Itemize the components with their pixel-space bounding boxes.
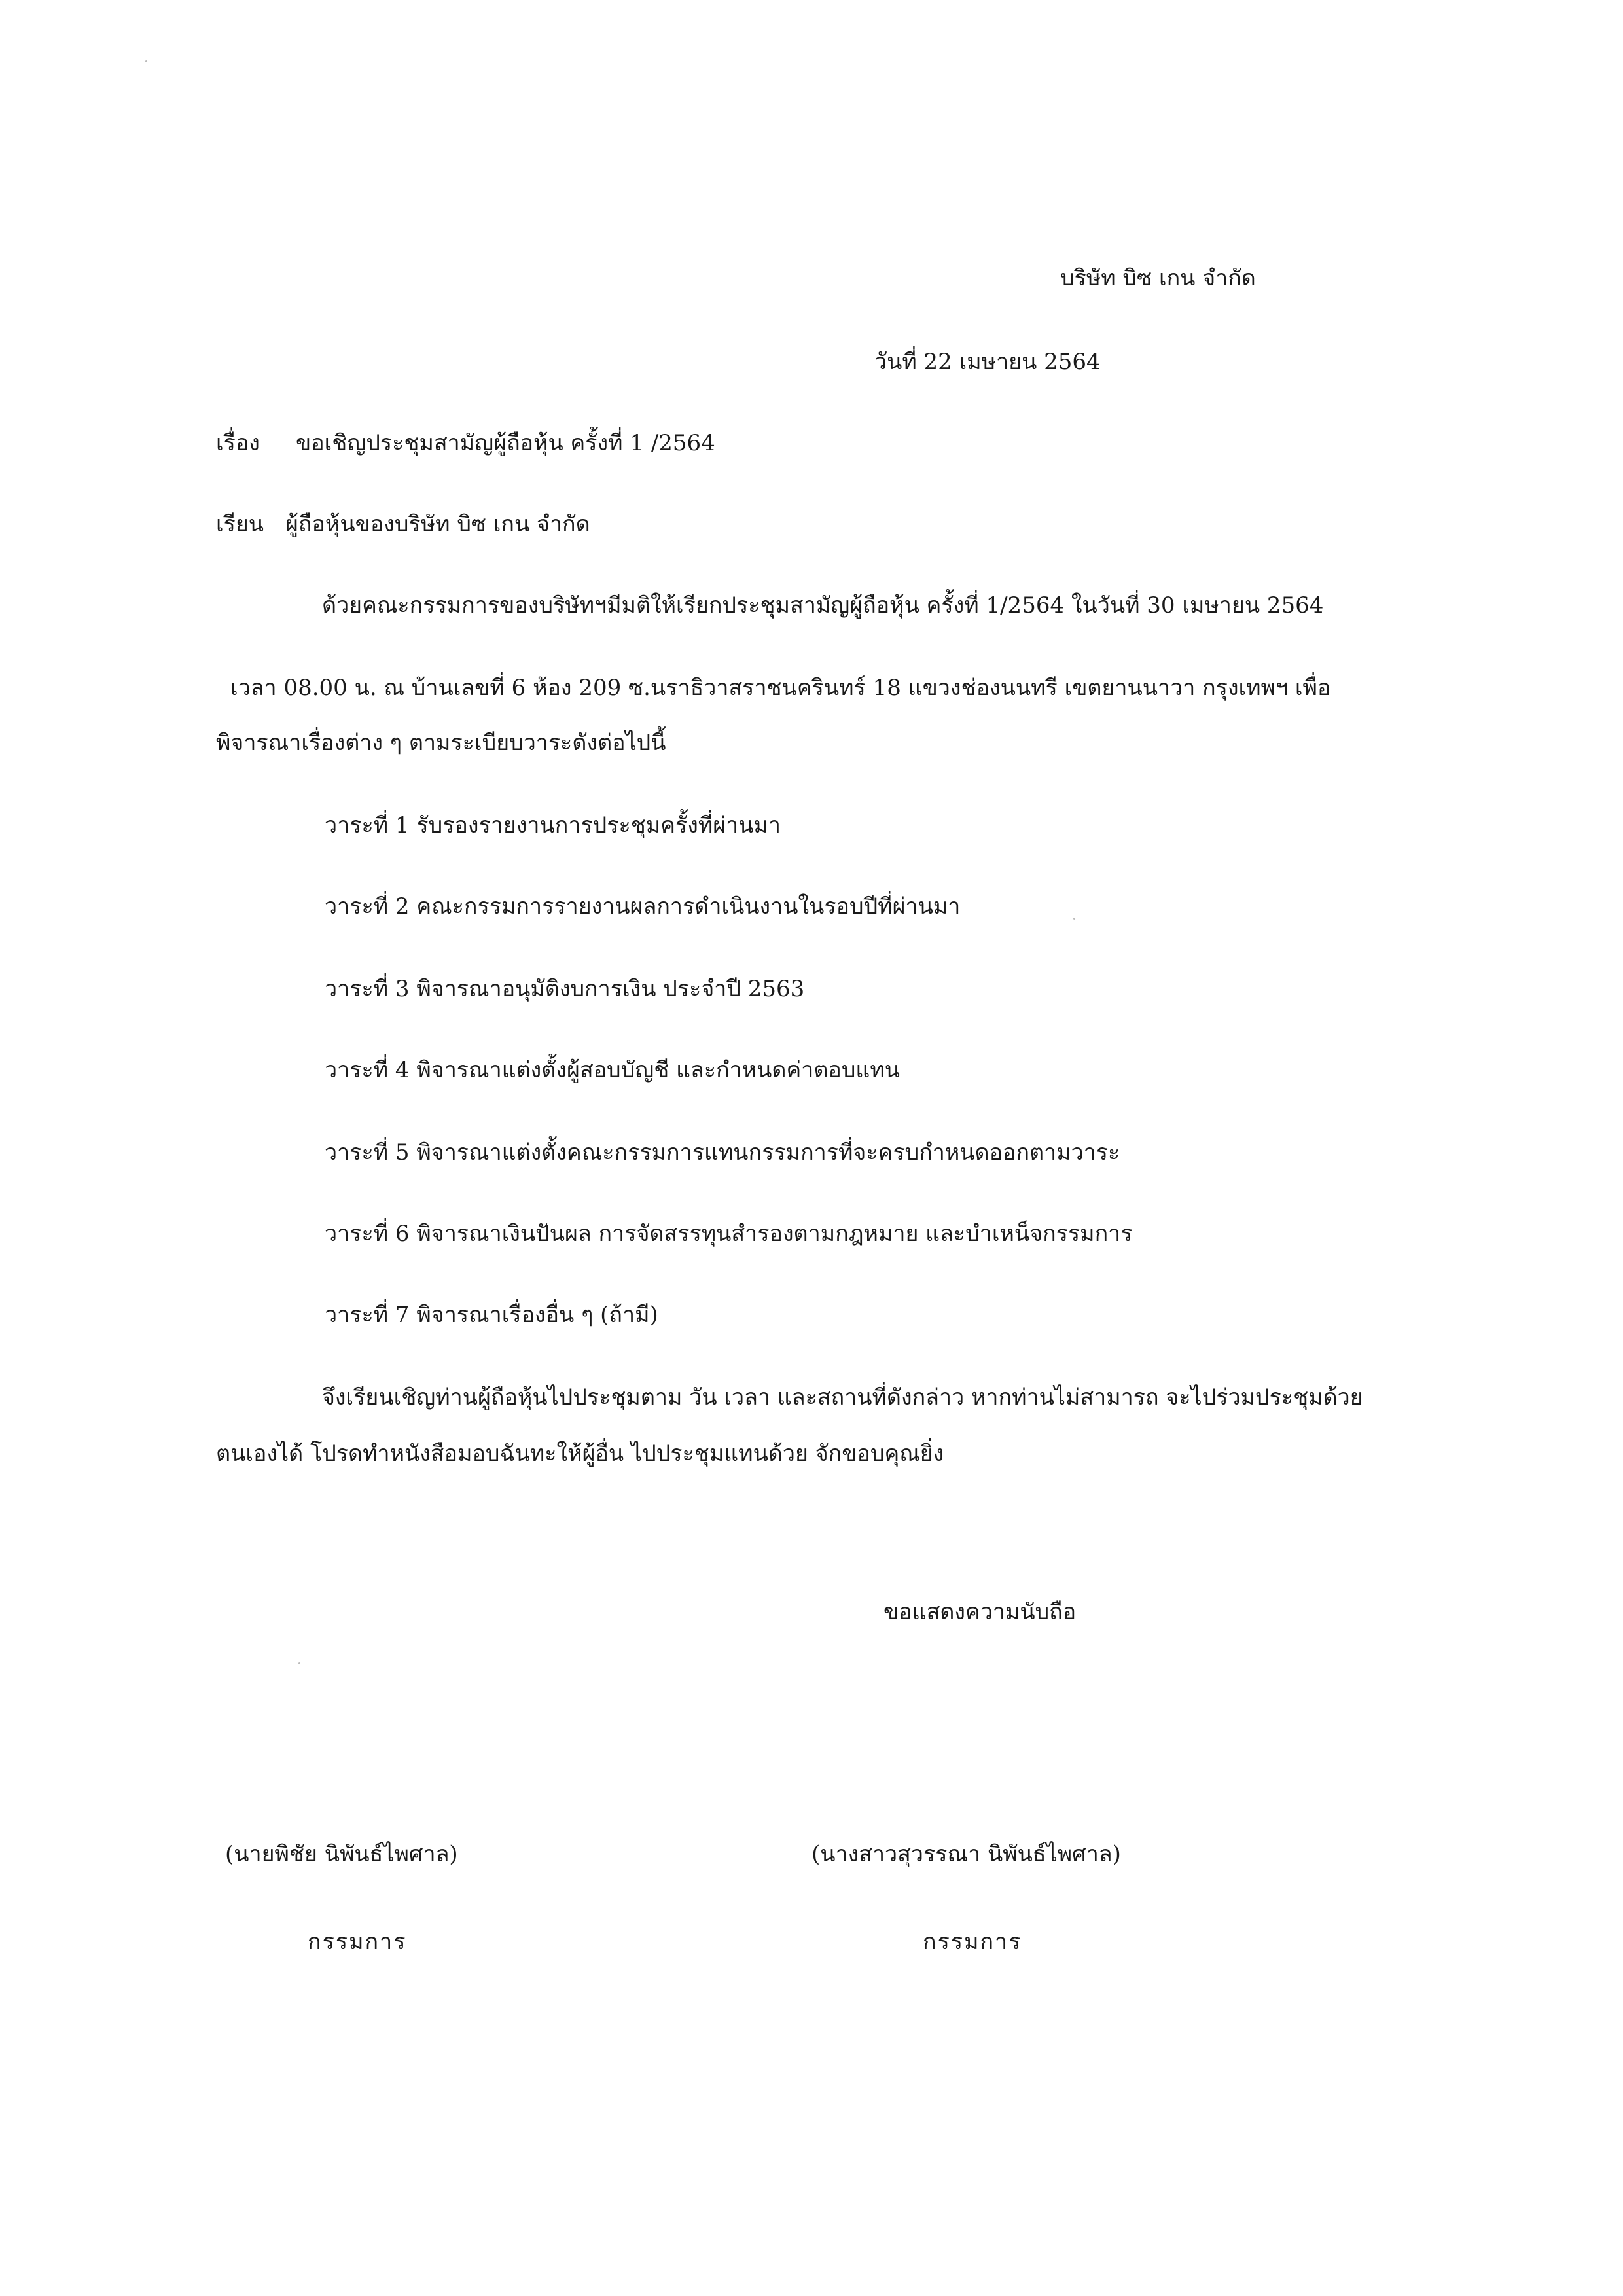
scan-speck [1073,918,1075,920]
agenda-item: วาระที่ 4 พิจารณาแต่งตั้งผู้สอบบัญชี และกำหนดค่าตอบแทน [325,1057,900,1083]
scan-speck [145,60,147,62]
agenda-item: วาระที่ 7 พิจารณาเรื่องอื่น ๆ (ถ้ามี) [325,1302,658,1328]
closing-paragraph-line: ตนเองได้ โปรดทำหนังสือมอบฉันทะให้ผู้อื่น ไปประชุมแทนด้วย จักขอบคุณยิ่ง [216,1441,944,1467]
body-paragraph-line: ด้วยคณะกรรมการของบริษัทฯมีมติให้เรียกประชุมสามัญผู้ถือหุ้น ครั้งที่ 1/2564 ในวันที่ 30 เมษายน 2564 [322,592,1324,619]
agenda-item: วาระที่ 2 คณะกรรมการรายงานผลการดำเนินงานในรอบปีที่ผ่านมา [325,893,961,920]
scan-speck [298,1662,300,1664]
signatory-name-left: (นายพิชัย นิพันธ์ไพศาล) [225,1841,458,1867]
subject-label: เรื่อง [216,430,260,456]
letter-date: วันที่ 22 เมษายน 2564 [874,349,1101,375]
recipient-label: เรียน [216,511,264,537]
agenda-item: วาระที่ 6 พิจารณาเงินปันผล การจัดสรรทุนสำรองตามกฎหมาย และบำเหน็จกรรมการ [325,1221,1133,1247]
signatory-name-right: (นางสาวสุวรรณา นิพันธ์ไพศาล) [812,1841,1121,1867]
agenda-item: วาระที่ 1 รับรองรายงานการประชุมครั้งที่ผ่านมา [325,812,781,838]
signatory-title-right: กรรมการ [923,1929,1022,1955]
agenda-item: วาระที่ 5 พิจารณาแต่งตั้งคณะกรรมการแทนกรรมการที่จะครบกำหนดออกตามวาระ [325,1139,1120,1166]
closing-regards: ขอแสดงความนับถือ [883,1599,1077,1625]
company-name: บริษัท บิซ เกน จำกัด [1060,265,1256,291]
closing-paragraph-line: จึงเรียนเชิญท่านผู้ถือหุ้นไปประชุมตาม วัน เวลา และสถานที่ดังกล่าว หากท่านไม่สามารถ จะไปร่วมประชุมด้วย [322,1384,1363,1410]
recipient-text: ผู้ถือหุ้นของบริษัท บิซ เกน จำกัด [285,511,590,537]
body-paragraph-line: เวลา 08.00 น. ณ บ้านเลขที่ 6 ห้อง 209 ซ.นราธิวาสราชนครินทร์ 18 แขวงช่องนนทรี เขตยานนาวา กรุงเทพฯ เพื่อ [230,675,1331,701]
subject-text: ขอเชิญประชุมสามัญผู้ถือหุ้น ครั้งที่ 1 /2564 [296,430,715,456]
agenda-item: วาระที่ 3 พิจารณาอนุมัติงบการเงิน ประจำปี 2563 [325,976,805,1002]
body-paragraph-line: พิจารณาเรื่องต่าง ๆ ตามระเบียบวาระดังต่อไปนี้ [216,730,666,756]
signatory-title-left: กรรมการ [308,1929,407,1955]
